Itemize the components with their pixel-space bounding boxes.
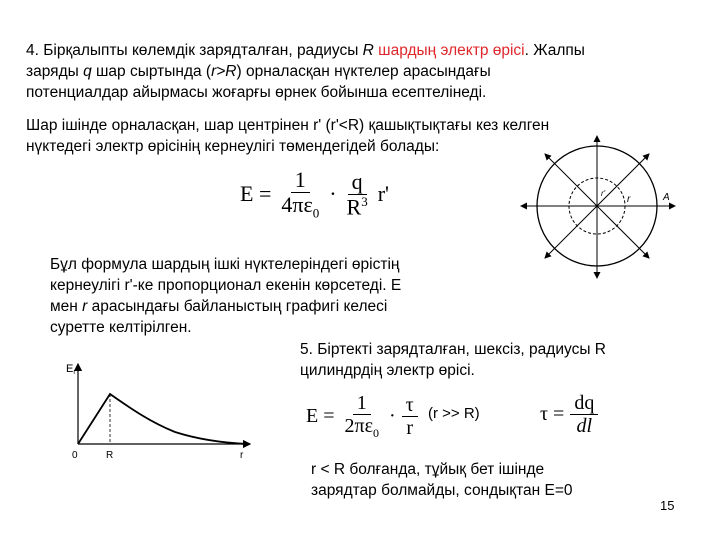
inside-line2: нүктедегі электр өрісінің кернеулігі төмендегідей болады: [26, 138, 440, 155]
graph-origin-label: 0 [72, 450, 78, 461]
sphere-field-diagram [515, 128, 685, 288]
formula1-lhs: E = [240, 181, 272, 207]
formula2-frac1: $\frac{1}{2\pi\varepsilon_0}$ [344, 392, 379, 440]
formula2-frac2: $\frac{\tau}{r}$ [402, 394, 418, 439]
graph-R-label: R [106, 450, 114, 461]
section5-text [300, 339, 700, 381]
section4-line2: заряды q шар сыртында (r>R) орналасқан нүктелер арасындағы [26, 63, 491, 80]
formula1-frac1: $\frac{1}{4\pi\varepsilon_0}$ [281, 167, 320, 221]
highlight-text: шардың электр өрісі [373, 42, 525, 59]
sphere-label-A: A [663, 192, 670, 203]
formula1-tail: r' [377, 181, 390, 207]
formula-field-cylinder [306, 392, 418, 440]
page-number: 15 [660, 498, 675, 513]
section4-line3: потенциалдар айырмасы жоғарғы өрнек бойынша есептелінеді. [26, 84, 487, 101]
formula2-condition: (r >> R) [428, 405, 480, 422]
formula2-lhs: E = [306, 404, 335, 427]
field-lines [521, 136, 675, 278]
formula1-dot: · [329, 181, 337, 207]
formula-note-text [50, 254, 490, 338]
inside-line1: Шар ішінде орналасқан, шар центрінен r' (r'<R) қашықтықтағы кез келген [26, 117, 550, 134]
section4-line1: 4. Бірқалыпты көлемдік зарядталған, радиусы R шардың электр өрісі. Жалпы [26, 42, 585, 59]
note-line3: мен r арасындағы байланыстың графигі келесі [50, 298, 388, 315]
note-line2: кернеулігі r'-ке пропорционал екенін көрсетеді. E [50, 277, 402, 294]
formula-tau [540, 392, 598, 437]
section5-line1: 5. Біртекті зарядталған, шексіз, радиусы R [300, 341, 606, 358]
formula1-frac2: $\frac{q}{R^3}$ [346, 168, 368, 220]
formula-field-inside-sphere [240, 168, 389, 221]
note-line4: суретте келтірілген. [50, 319, 192, 336]
note-line1: Бұл формула шардың ішкі нүктелеріндегі өрістің [50, 256, 400, 273]
graph-y-label: Er [66, 363, 76, 376]
sphere-label-inner: r' [601, 189, 606, 198]
tau-lhs: τ = [540, 403, 565, 425]
formula2-dot: · [389, 404, 396, 427]
field-vs-distance-graph [60, 358, 260, 466]
tau-frac: $\frac{dq}{dl}$ [570, 392, 598, 437]
graph-curve [78, 394, 248, 444]
graph-x-label: r [240, 450, 244, 461]
section5-line2: цилиндрдің электр өрісі. [300, 362, 475, 379]
section4-text [26, 40, 696, 103]
conclusion-line2: зарядтар болмайды, сондықтан E=0 [311, 482, 573, 499]
conclusion-text [311, 459, 671, 501]
sphere-label-r: r [627, 194, 631, 205]
conclusion-line1: r < R болғанда, тұйық бет ішінде [311, 461, 545, 478]
